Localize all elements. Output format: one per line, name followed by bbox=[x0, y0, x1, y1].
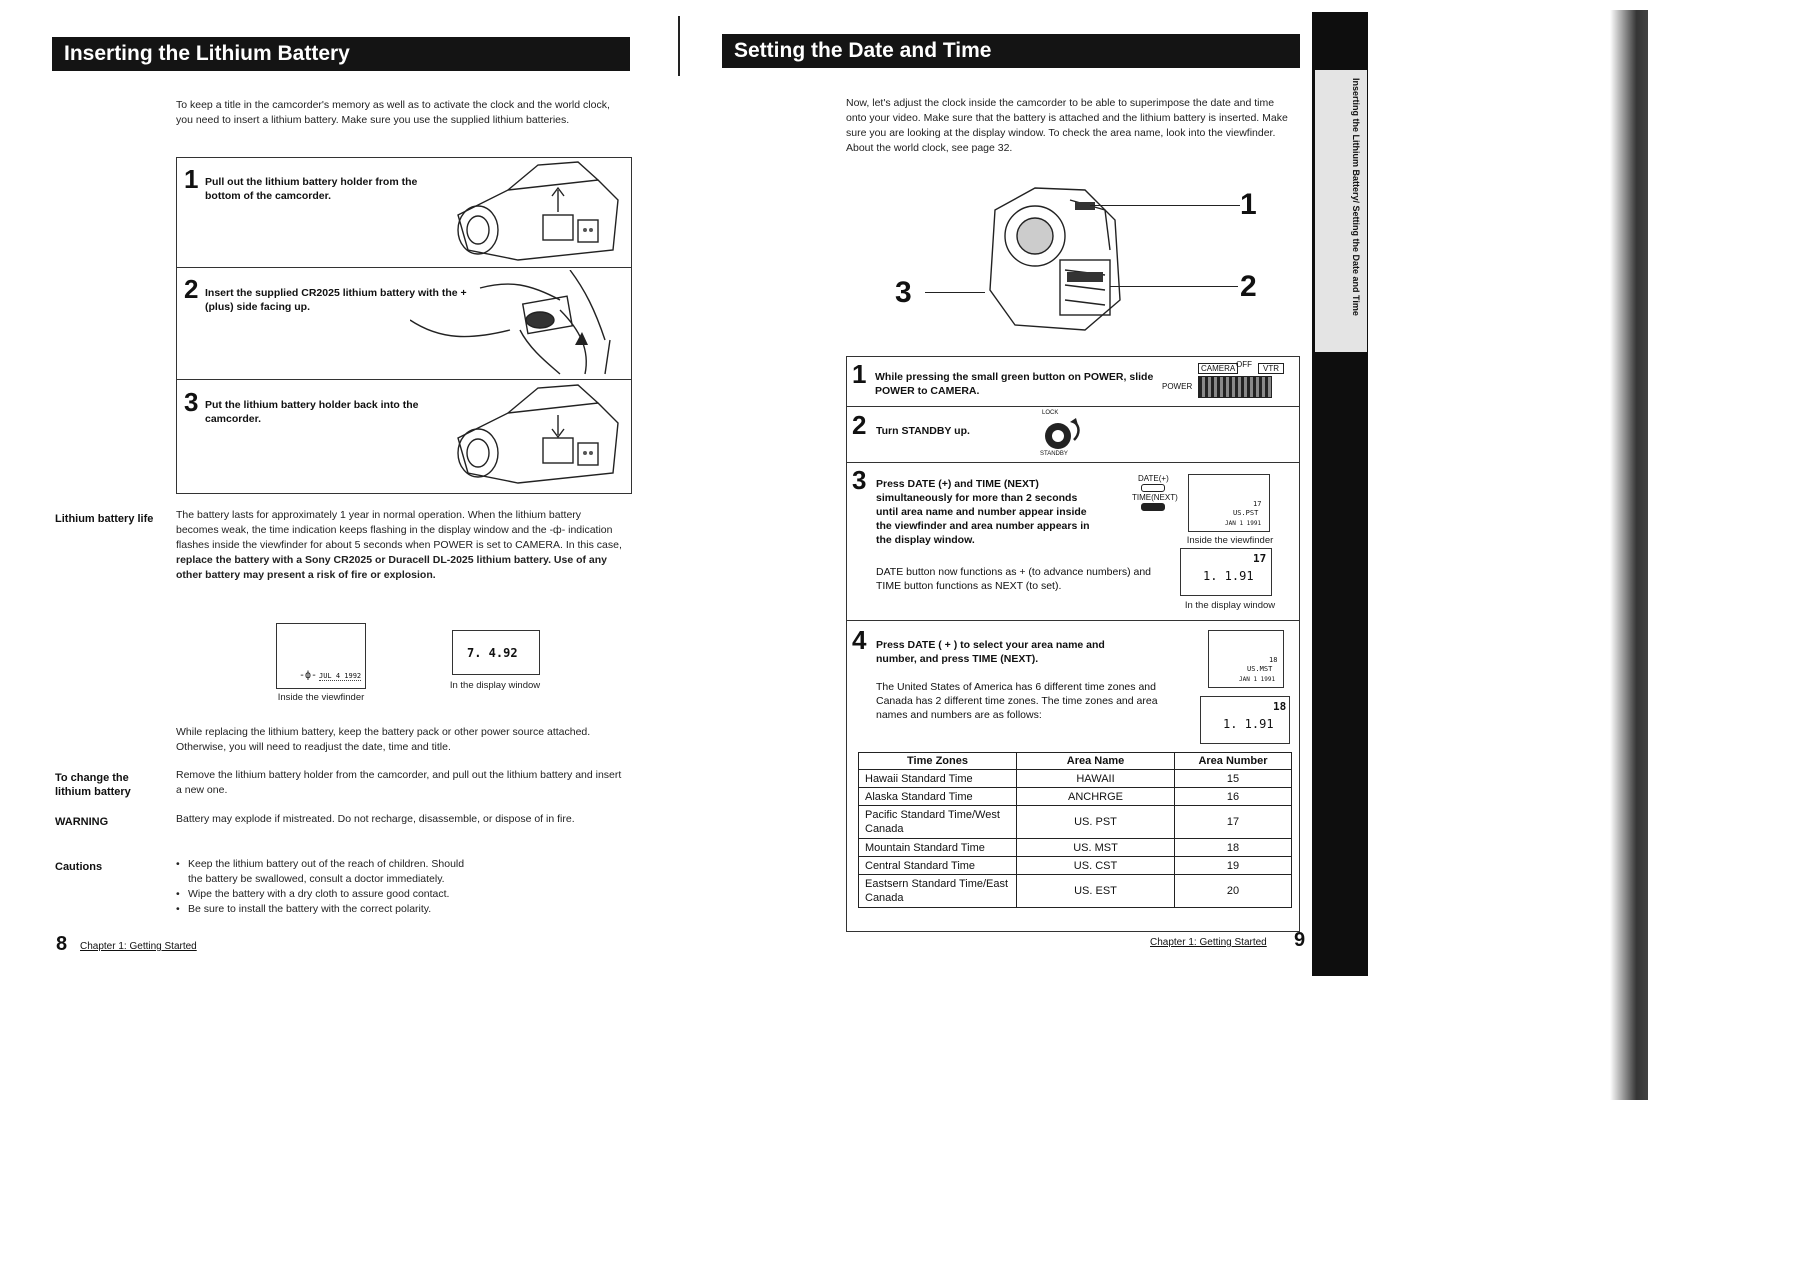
callout-number-2: 2 bbox=[1240, 270, 1257, 303]
step4-display-window bbox=[1200, 696, 1290, 744]
header-area-name: Area Name bbox=[1017, 753, 1175, 770]
caution-item: • Keep the lithium battery out of the reach of children. Should the battery be swallowed, consult a doctor immediately. bbox=[176, 858, 465, 885]
switch-camera-label: CAMERA bbox=[1198, 363, 1238, 374]
zone-cell: Hawaii Standard Time bbox=[859, 770, 1017, 788]
display4-area-num: 18 bbox=[1273, 700, 1287, 713]
battery-step-1-number: 1 bbox=[184, 164, 199, 194]
date-button bbox=[1141, 484, 1165, 492]
zone-cell: Pacific Standard Time/West Canada bbox=[859, 806, 1017, 839]
camcorder-holder-back-illustration bbox=[448, 383, 628, 491]
vf4-area-name: US.MST bbox=[1247, 665, 1273, 673]
callout-line-3 bbox=[925, 292, 985, 293]
date-button-label: DATE(+) bbox=[1138, 474, 1169, 483]
power-label: POWER bbox=[1162, 382, 1193, 391]
vf4-date: JAN 1 1991 bbox=[1239, 676, 1276, 683]
right-page-title: Setting the Date and Time bbox=[734, 39, 992, 62]
battery-step-3-number: 3 bbox=[184, 387, 199, 417]
battery-life-text-part1: The battery lasts for approximately 1 year in normal operation. When the lithium battery becomes weak, the time indication keeps flashing in the display window and the bbox=[176, 509, 582, 536]
table-row bbox=[859, 839, 1292, 857]
camcorder-bottom-illustration bbox=[448, 160, 628, 265]
zone-cell: Mountain Standard Time bbox=[859, 839, 1017, 857]
area-name-cell: ANCHRGE bbox=[1017, 788, 1175, 806]
page-spine bbox=[678, 16, 680, 76]
area-number-cell: 19 bbox=[1175, 857, 1292, 875]
step3-display-caption: In the display window bbox=[1184, 600, 1276, 611]
table-row bbox=[859, 806, 1292, 839]
vf-area-name: US.PST bbox=[1233, 509, 1259, 517]
date-step-1-text: While pressing the small green button on POWER, slide POWER to CAMERA. bbox=[875, 371, 1154, 397]
vf-date: JAN 1 1991 bbox=[1225, 520, 1262, 527]
thumb-tab-text: Inserting the Lithium Battery/ Setting the Date and Time bbox=[1351, 78, 1361, 316]
right-intro: Now, let's adjust the clock inside the camcorder to be able to superimpose the date and time onto your video. Make sure that the battery is attached and the lithium battery is inserted. Make sure you are looking at the display window. To check the area name, look into the viewfinder. About the world clock, see page 32. bbox=[846, 97, 1288, 154]
left-intro: To keep a title in the camcorder's memory as well as to activate the clock and the world clock, you need to insert a lithium battery. Make sure you use the supplied lithium batteries. bbox=[176, 99, 610, 126]
vf4-area-number: 18 bbox=[1269, 656, 1278, 664]
battery-flash-icon: -ф- bbox=[299, 670, 318, 681]
header-area-number: Area Number bbox=[1175, 753, 1292, 770]
step-divider bbox=[176, 267, 632, 268]
caution-item: • Be sure to install the battery with the correct polarity. bbox=[176, 903, 432, 915]
table-row bbox=[859, 875, 1292, 908]
battery-life-label: Lithium battery life bbox=[55, 513, 154, 525]
area-name-cell: US. MST bbox=[1017, 839, 1175, 857]
left-page-number: 8 bbox=[56, 933, 68, 955]
standby-dial-icon bbox=[1030, 410, 1100, 460]
table-row bbox=[859, 788, 1292, 806]
date-step-4-text: Press DATE ( + ) to select your area name and number, and press TIME (NEXT). bbox=[876, 639, 1105, 665]
battery-step-2-text: Insert the supplied CR2025 lithium battery with the + (plus) side facing up. bbox=[205, 287, 467, 313]
time-zone-table bbox=[858, 752, 1292, 908]
area-name-cell: US. CST bbox=[1017, 857, 1175, 875]
right-page-footer: Chapter 1: Getting Started bbox=[1150, 937, 1267, 948]
left-display-caption: In the display window bbox=[449, 680, 541, 691]
cautions-list bbox=[176, 857, 626, 917]
switch-off-label: OFF bbox=[1236, 360, 1252, 369]
callout-number-3: 3 bbox=[895, 276, 912, 309]
left-display-window bbox=[452, 630, 540, 675]
battery-life-text bbox=[176, 508, 626, 583]
date-step-2-number: 2 bbox=[852, 410, 867, 440]
right-page-number: 9 bbox=[1294, 929, 1306, 951]
battery-warning-icon: -ф- bbox=[549, 524, 566, 536]
callout-line-2 bbox=[1110, 286, 1238, 287]
caution-item: • Wipe the battery with a dry cloth to assure good contact. bbox=[176, 888, 450, 900]
battery-insert-illustration bbox=[410, 270, 628, 376]
date-step-4-number: 4 bbox=[852, 625, 867, 655]
time-button bbox=[1141, 503, 1165, 511]
display-date: 1. 1.91 bbox=[1203, 569, 1254, 583]
change-battery-text: Remove the lithium battery holder from the camcorder, and pull out the lithium battery and insert a new one. bbox=[176, 769, 622, 796]
date-step-1-number: 1 bbox=[852, 359, 867, 389]
date-step-3-number: 3 bbox=[852, 465, 867, 495]
step-divider bbox=[846, 462, 1300, 463]
area-name-cell: US. PST bbox=[1017, 806, 1175, 839]
step3-viewfinder-caption: Inside the viewfinder bbox=[1186, 535, 1274, 546]
callout-line-1 bbox=[1090, 205, 1240, 206]
switch-vtr-label: VTR bbox=[1258, 363, 1284, 374]
battery-life-bold-warning: replace the battery with a Sony CR2025 or Duracell DL-2025 lithium battery. Use of any other battery may present a risk of fire or explosion. bbox=[176, 554, 608, 581]
area-number-cell: 18 bbox=[1175, 839, 1292, 857]
step3-viewfinder-screen bbox=[1188, 474, 1270, 532]
table-row bbox=[859, 770, 1292, 788]
step-divider bbox=[176, 379, 632, 380]
table-row bbox=[859, 857, 1292, 875]
right-page-banner bbox=[722, 34, 1300, 68]
date-step-3-explanation: DATE button now functions as + (to advance numbers) and TIME button functions as NEXT (to set). bbox=[876, 566, 1151, 592]
scan-edge-shadow bbox=[1610, 10, 1648, 1100]
callout-number-1: 1 bbox=[1240, 188, 1257, 221]
change-battery-label: To change the lithium battery bbox=[55, 772, 131, 798]
battery-step-3-text: Put the lithium battery holder back into the camcorder. bbox=[205, 399, 419, 425]
step3-display-window bbox=[1180, 548, 1272, 596]
area-number-cell: 15 bbox=[1175, 770, 1292, 788]
date-step-4-explanation: The United States of America has 6 different time zones and Canada has 2 different time zones. The time zones and area names and numbers are as follows: bbox=[876, 681, 1158, 721]
replace-note: While replacing the lithium battery, keep the battery pack or other power source attached. Otherwise, you will need to readjust the date, time and title. bbox=[176, 726, 591, 753]
camcorder-controls-illustration bbox=[975, 180, 1125, 335]
left-page-banner bbox=[52, 37, 630, 71]
area-name-cell: US. EST bbox=[1017, 875, 1175, 908]
warning-label: WARNING bbox=[55, 816, 109, 828]
cautions-label: Cautions bbox=[55, 861, 103, 873]
dial-standby-label: STANDBY bbox=[1040, 451, 1068, 457]
area-number-cell: 16 bbox=[1175, 788, 1292, 806]
left-page-title: Inserting the Lithium Battery bbox=[64, 42, 350, 65]
table-header-row bbox=[859, 753, 1292, 770]
zone-cell: Alaska Standard Time bbox=[859, 788, 1017, 806]
viewfinder-date: JUL 4 1992 bbox=[319, 672, 362, 680]
step4-viewfinder-screen bbox=[1208, 630, 1284, 688]
power-slider-icon bbox=[1198, 376, 1272, 398]
battery-step-2-number: 2 bbox=[184, 274, 199, 304]
power-switch bbox=[1162, 360, 1292, 402]
zone-cell: Eastsern Standard Time/East Canada bbox=[859, 875, 1017, 908]
header-time-zones: Time Zones bbox=[859, 753, 1017, 770]
area-name-cell: HAWAII bbox=[1017, 770, 1175, 788]
display-date-value: 7. 4.92 bbox=[467, 646, 518, 660]
date-step-3-text: Press DATE (+) and TIME (NEXT) simultaneously for more than 2 seconds until area name and number appear inside the viewfinder and area number appears in the display window. bbox=[876, 478, 1090, 546]
vf-area-number: 17 bbox=[1253, 500, 1262, 508]
warning-text: Battery may explode if mistreated. Do not recharge, disassemble, or dispose of in fire. bbox=[176, 813, 575, 825]
left-viewfinder-caption: Inside the viewfinder bbox=[277, 692, 365, 703]
step-divider bbox=[846, 620, 1300, 621]
date-step-2-text: Turn STANDBY up. bbox=[876, 425, 970, 437]
display-area-num: 17 bbox=[1253, 552, 1267, 565]
zone-cell: Central Standard Time bbox=[859, 857, 1017, 875]
area-number-cell: 17 bbox=[1175, 806, 1292, 839]
dial-lock-label: LOCK bbox=[1042, 410, 1059, 416]
step-divider bbox=[846, 406, 1300, 407]
display4-date: 1. 1.91 bbox=[1223, 717, 1274, 731]
left-page-footer: Chapter 1: Getting Started bbox=[80, 941, 197, 952]
left-viewfinder-screen bbox=[276, 623, 366, 689]
area-number-cell: 20 bbox=[1175, 875, 1292, 908]
battery-life-text-part2: indication flashes inside the viewfinder for about 5 seconds when POWER is set to CAMERA. In this case, bbox=[176, 524, 622, 551]
time-button-label: TIME(NEXT) bbox=[1132, 493, 1178, 502]
battery-step-1-text: Pull out the lithium battery holder from the bottom of the camcorder. bbox=[205, 176, 418, 202]
